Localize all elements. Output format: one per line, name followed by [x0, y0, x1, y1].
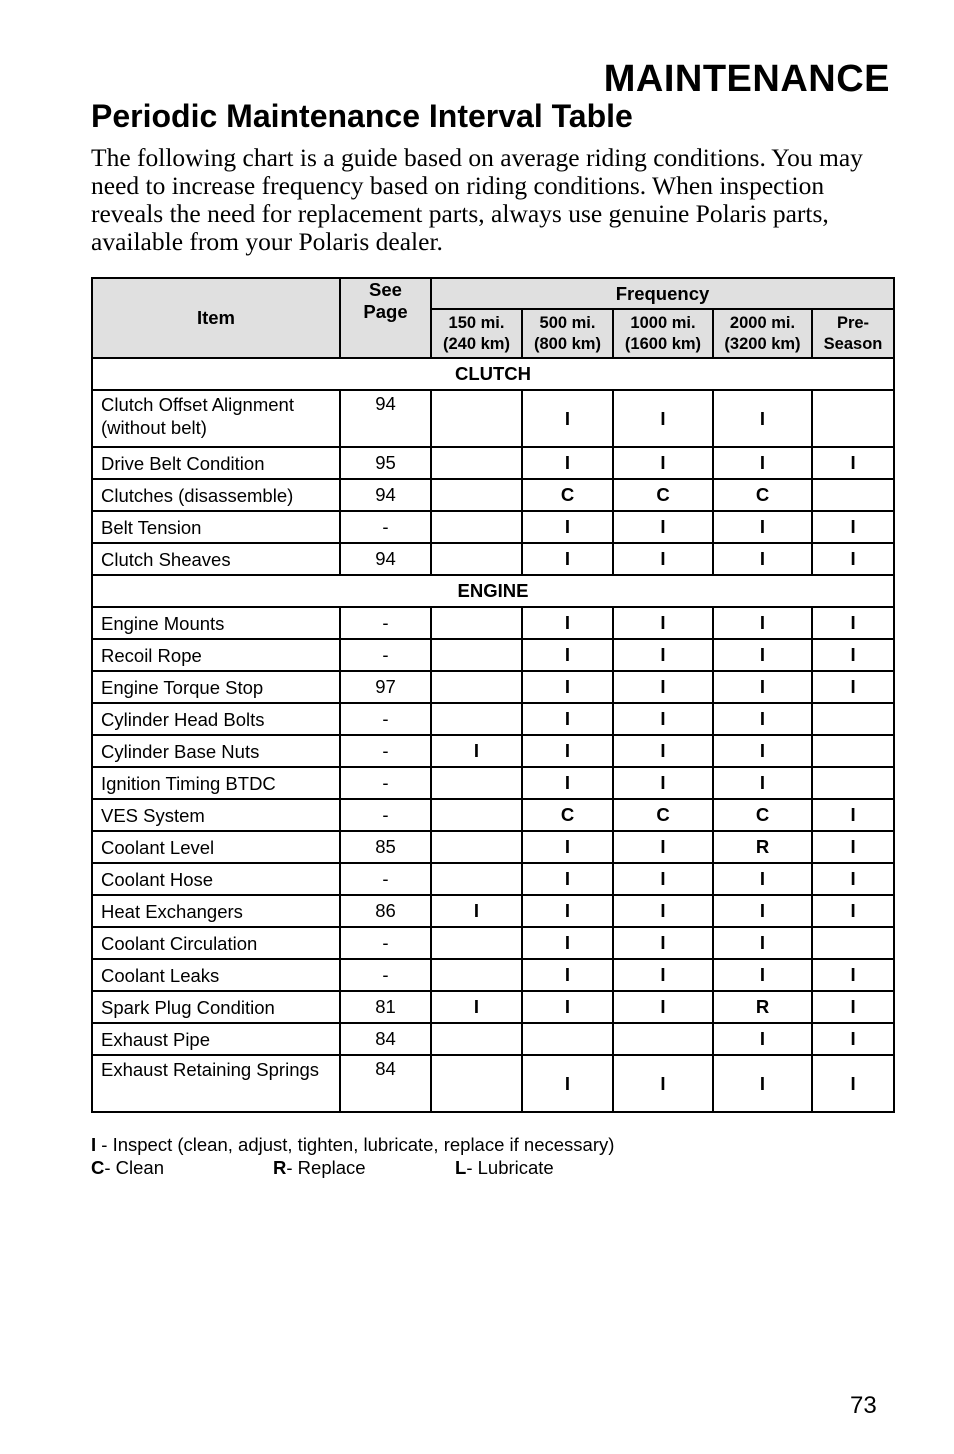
interval-mark: I: [613, 991, 713, 1023]
item-cell: Cylinder Base Nuts: [92, 735, 340, 767]
table-row: [92, 895, 894, 927]
item-cell: Ignition Timing BTDC: [92, 767, 340, 799]
interval-mark: [431, 799, 522, 831]
page-cell: -: [340, 735, 431, 767]
page-cell: -: [340, 607, 431, 639]
page-cell: 84: [340, 1023, 431, 1055]
page-cell: 85: [340, 831, 431, 863]
item-cell: Exhaust Pipe: [92, 1023, 340, 1055]
interval-mark: I: [812, 895, 894, 927]
interval-mark: [431, 639, 522, 671]
interval-mark: I: [812, 447, 894, 479]
intro-paragraph: The following chart is a guide based on average riding conditions. You may need to increase frequency based on riding conditions. When inspection reveals the need for replacement parts, always use genuine Polaris parts, available from your Polaris dealer.: [91, 143, 863, 256]
interval-mark: I: [522, 927, 613, 959]
interval-header: 500 mi. (800 km): [522, 309, 613, 358]
legend-lubricate: L- Lubricate: [455, 1157, 554, 1178]
interval-mark: R: [713, 991, 812, 1023]
interval-mark: I: [613, 831, 713, 863]
interval-mark: I: [812, 671, 894, 703]
interval-mark: I: [431, 735, 522, 767]
header-see-page-label: See Page: [363, 279, 408, 322]
table-row: [92, 390, 894, 447]
interval-mark: [431, 927, 522, 959]
interval-mark: I: [812, 959, 894, 991]
interval-mark: [431, 607, 522, 639]
page-cell: -: [340, 639, 431, 671]
item-cell: Exhaust Retaining Springs: [92, 1055, 340, 1112]
interval-mark: I: [522, 511, 613, 543]
item-cell: Engine Mounts: [92, 607, 340, 639]
interval-mark: I: [613, 767, 713, 799]
interval-mark: I: [613, 671, 713, 703]
item-cell: Coolant Level: [92, 831, 340, 863]
page-heading: Periodic Maintenance Interval Table: [91, 98, 633, 134]
interval-mark: I: [812, 543, 894, 575]
table-row: [92, 927, 894, 959]
interval-mark: I: [713, 671, 812, 703]
interval-mark: I: [613, 607, 713, 639]
interval-mark: [812, 927, 894, 959]
group-header: ENGINE: [92, 575, 894, 607]
interval-mark: I: [713, 895, 812, 927]
interval-mark: I: [522, 895, 613, 927]
interval-mark: I: [613, 703, 713, 735]
table-row: [92, 671, 894, 703]
legend-clean: C- Clean: [91, 1157, 165, 1178]
interval-mark: [812, 390, 894, 447]
interval-mark: I: [613, 390, 713, 447]
interval-header: 1000 mi. (1600 km): [613, 309, 713, 358]
item-cell: Cylinder Head Bolts: [92, 703, 340, 735]
interval-mark: [431, 1055, 522, 1112]
item-cell: Clutch Sheaves: [92, 543, 340, 575]
item-cell: Recoil Rope: [92, 639, 340, 671]
interval-mark: I: [613, 543, 713, 575]
interval-mark: I: [812, 863, 894, 895]
page-cell: 97: [340, 671, 431, 703]
interval-mark: I: [713, 959, 812, 991]
legend: [91, 1133, 614, 1179]
interval-mark: [431, 447, 522, 479]
page-cell: 84: [340, 1055, 431, 1112]
interval-mark: I: [613, 927, 713, 959]
table-row: [92, 543, 894, 575]
interval-mark: I: [713, 1023, 812, 1055]
interval-header: 2000 mi. (3200 km): [713, 309, 812, 358]
section-title: MAINTENANCE: [603, 58, 890, 100]
interval-mark: [812, 479, 894, 511]
interval-mark: C: [613, 799, 713, 831]
page-cell: -: [340, 927, 431, 959]
interval-mark: I: [613, 735, 713, 767]
legend-replace: R- Replace: [273, 1157, 366, 1178]
page-cell: -: [340, 703, 431, 735]
interval-mark: [431, 390, 522, 447]
interval-mark: I: [613, 511, 713, 543]
interval-mark: I: [713, 927, 812, 959]
interval-mark: I: [713, 639, 812, 671]
interval-mark: I: [812, 991, 894, 1023]
interval-mark: I: [812, 511, 894, 543]
interval-mark: I: [713, 511, 812, 543]
table-row: [92, 639, 894, 671]
interval-mark: I: [522, 447, 613, 479]
interval-mark: I: [812, 607, 894, 639]
interval-mark: [431, 479, 522, 511]
table-row: [92, 735, 894, 767]
interval-mark: I: [713, 447, 812, 479]
item-cell: Clutches (disassemble): [92, 479, 340, 511]
interval-mark: I: [522, 991, 613, 1023]
interval-mark: I: [522, 767, 613, 799]
item-cell: Coolant Leaks: [92, 959, 340, 991]
interval-mark: C: [522, 479, 613, 511]
interval-mark: I: [812, 639, 894, 671]
table-row: [92, 799, 894, 831]
interval-mark: I: [522, 959, 613, 991]
interval-mark: I: [522, 543, 613, 575]
interval-mark: [431, 543, 522, 575]
interval-mark: I: [613, 639, 713, 671]
interval-mark: [431, 831, 522, 863]
page-cell: 95: [340, 447, 431, 479]
table-row: [92, 863, 894, 895]
interval-mark: [522, 1023, 613, 1055]
interval-mark: I: [522, 639, 613, 671]
interval-mark: R: [713, 831, 812, 863]
interval-mark: [431, 959, 522, 991]
item-cell: VES System: [92, 799, 340, 831]
interval-mark: I: [522, 390, 613, 447]
item-cell: Drive Belt Condition: [92, 447, 340, 479]
interval-mark: I: [613, 895, 713, 927]
interval-mark: [431, 671, 522, 703]
interval-mark: I: [431, 991, 522, 1023]
interval-mark: I: [713, 607, 812, 639]
interval-header: Pre- Season: [812, 309, 894, 358]
interval-mark: I: [713, 390, 812, 447]
item-cell: Coolant Circulation: [92, 927, 340, 959]
table-row: [92, 479, 894, 511]
table-row: [92, 991, 894, 1023]
item-cell: Engine Torque Stop: [92, 671, 340, 703]
interval-mark: I: [522, 671, 613, 703]
page-cell: 81: [340, 991, 431, 1023]
interval-mark: [613, 1023, 713, 1055]
interval-mark: [431, 767, 522, 799]
interval-mark: I: [713, 863, 812, 895]
table-row: [92, 607, 894, 639]
interval-mark: C: [713, 479, 812, 511]
table-row: [92, 767, 894, 799]
page-cell: -: [340, 799, 431, 831]
header-frequency: Frequency: [431, 278, 894, 309]
item-cell: Coolant Hose: [92, 863, 340, 895]
interval-mark: I: [613, 959, 713, 991]
item-cell: Heat Exchangers: [92, 895, 340, 927]
table-row: [92, 831, 894, 863]
table-row: [92, 959, 894, 991]
interval-mark: I: [812, 1023, 894, 1055]
table-row: [92, 703, 894, 735]
maintenance-interval-table: [91, 277, 895, 1113]
interval-mark: C: [522, 799, 613, 831]
page-cell: -: [340, 511, 431, 543]
page-number: 73: [850, 1392, 877, 1419]
interval-mark: I: [522, 831, 613, 863]
interval-mark: I: [713, 767, 812, 799]
interval-mark: I: [431, 895, 522, 927]
interval-mark: I: [812, 799, 894, 831]
header-see-page: [340, 278, 431, 358]
item-cell: Belt Tension: [92, 511, 340, 543]
interval-mark: [431, 1023, 522, 1055]
interval-mark: I: [613, 863, 713, 895]
table-row: [92, 447, 894, 479]
interval-mark: [812, 767, 894, 799]
interval-mark: I: [713, 543, 812, 575]
table-row: [92, 511, 894, 543]
interval-mark: C: [613, 479, 713, 511]
interval-mark: I: [522, 1055, 613, 1112]
interval-mark: [812, 735, 894, 767]
legend-inspect: I - Inspect (clean, adjust, tighten, lubricate, replace if necessary): [91, 1134, 615, 1155]
interval-mark: I: [713, 703, 812, 735]
interval-mark: I: [522, 607, 613, 639]
interval-mark: C: [713, 799, 812, 831]
page-cell: 94: [340, 479, 431, 511]
interval-mark: I: [713, 735, 812, 767]
page-cell: -: [340, 959, 431, 991]
group-header: CLUTCH: [92, 358, 894, 390]
interval-mark: [431, 703, 522, 735]
interval-mark: I: [812, 831, 894, 863]
page-cell: 94: [340, 390, 431, 447]
interval-mark: I: [522, 703, 613, 735]
interval-mark: [431, 863, 522, 895]
interval-mark: [431, 511, 522, 543]
interval-mark: I: [522, 735, 613, 767]
table-row: [92, 1023, 894, 1055]
item-cell: Clutch Offset Alignment (without belt): [92, 390, 340, 447]
interval-mark: [812, 703, 894, 735]
table-row: [92, 1055, 894, 1112]
header-item: Item: [92, 278, 340, 358]
interval-header: 150 mi. (240 km): [431, 309, 522, 358]
interval-mark: I: [613, 447, 713, 479]
interval-mark: I: [713, 1055, 812, 1112]
page-cell: 86: [340, 895, 431, 927]
interval-mark: I: [522, 863, 613, 895]
interval-mark: I: [812, 1055, 894, 1112]
item-cell: Spark Plug Condition: [92, 991, 340, 1023]
page-cell: -: [340, 767, 431, 799]
page-cell: -: [340, 863, 431, 895]
page-cell: 94: [340, 543, 431, 575]
interval-mark: I: [613, 1055, 713, 1112]
